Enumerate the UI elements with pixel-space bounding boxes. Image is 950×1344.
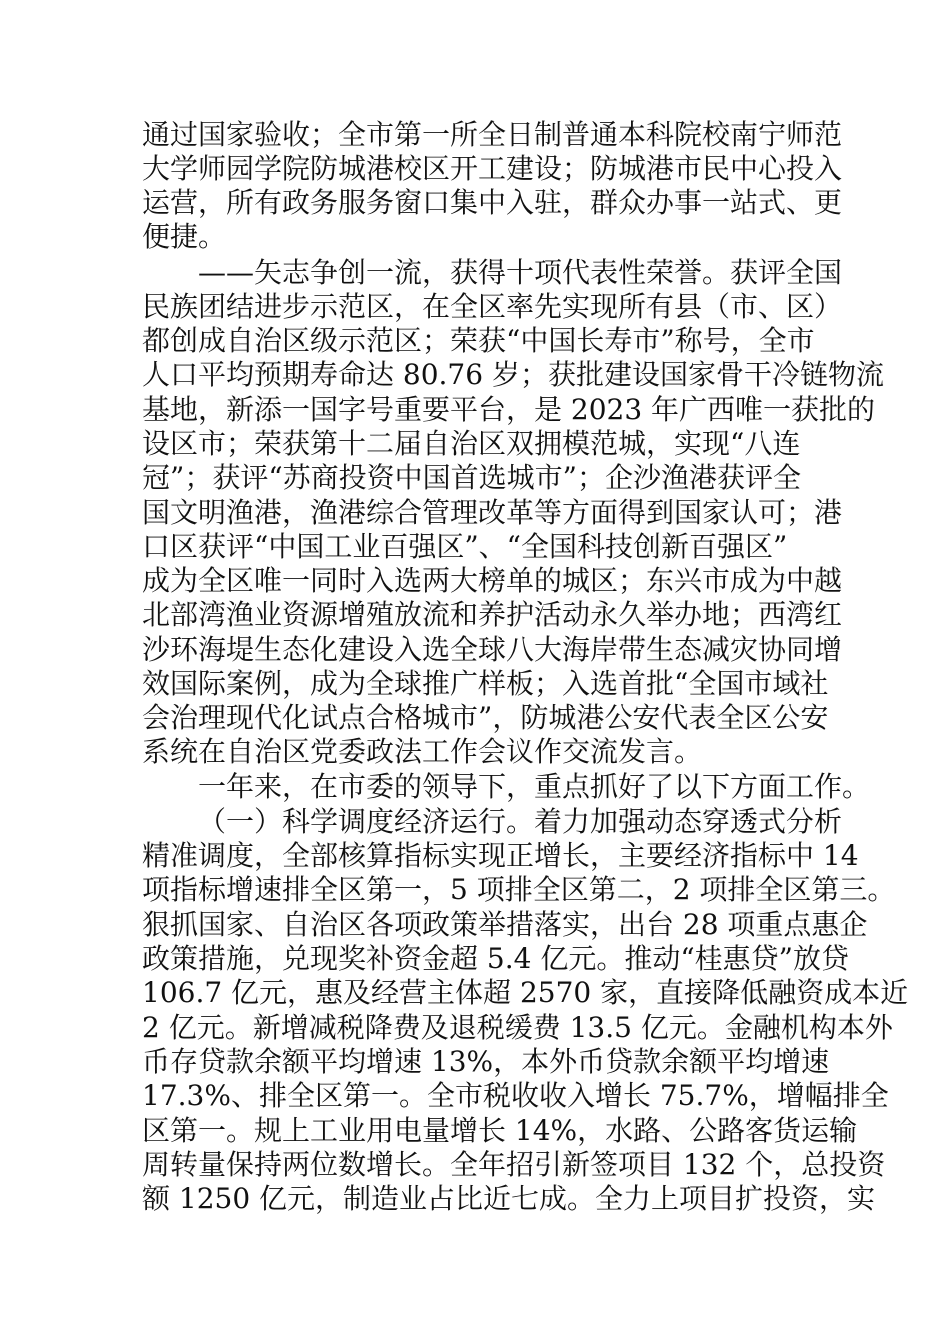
text-line: 基地，新添一国字号重要平台，是 2023 年广西唯一获批的 xyxy=(142,393,876,426)
text-line: 区第一。规上工业用电量增长 14%，水路、公路客货运输 xyxy=(142,1114,858,1147)
text-line: 项指标增速排全区第一，5 项排全区第二，2 项排全区第三。 xyxy=(142,873,896,906)
section-heading-line: （一）科学调度经济运行。着力加强动态穿透式分析 xyxy=(198,805,843,838)
text-line: 大学师园学院防城港校区开工建设；防城港市民中心投入 xyxy=(142,152,843,185)
text-line: 北部湾渔业资源增殖放流和养护活动永久举办地；西湾红 xyxy=(142,598,843,631)
paragraph-start: ——矢志争创一流，获得十项代表性荣誉。获评全国 xyxy=(198,256,843,289)
text-line: 设区市；荣获第十二届自治区双拥模范城，实现“八连 xyxy=(142,427,801,460)
text-line: 沙环海堤生态化建设入选全球八大海岸带生态减灾协同增 xyxy=(142,633,843,666)
text-line: 狠抓国家、自治区各项政策举措落实，出台 28 项重点惠企 xyxy=(142,908,868,941)
text-line: 成为全区唯一同时入选两大榜单的城区；东兴市成为中越 xyxy=(142,564,843,597)
text-line: 运营，所有政务服务窗口集中入驻，群众办事一站式、更 xyxy=(142,186,843,219)
text-line: 系统在自治区党委政法工作会议作交流发言。 xyxy=(142,735,703,768)
text-line: 国文明渔港，渔港综合管理改革等方面得到国家认可；港 xyxy=(142,496,843,529)
text-line: 额 1250 亿元，制造业占比近七成。全力上项目扩投资，实 xyxy=(142,1182,876,1215)
paragraph-start: 一年来，在市委的领导下，重点抓好了以下方面工作。 xyxy=(198,770,871,803)
text-line: 冠”；获评“苏商投资中国首选城市”；企沙渔港获评全 xyxy=(142,461,801,494)
text-line: 便捷。 xyxy=(142,220,227,253)
text-line: 精准调度，全部核算指标实现正增长，主要经济指标中 14 xyxy=(142,839,859,872)
text-line: 106.7 亿元，惠及经营主体超 2570 家，直接降低融资成本近 xyxy=(142,976,909,1009)
text-line: 2 亿元。新增减税降费及退税缓费 13.5 亿元。金融机构本外 xyxy=(142,1011,893,1044)
text-line: 民族团结进步示范区，在全区率先实现所有县（市、区） xyxy=(142,290,843,323)
text-line: 币存贷款余额平均增速 13%，本外币贷款余额平均增速 xyxy=(142,1045,830,1078)
text-line: 效国际案例，成为全球推广样板；入选首批“全国市域社 xyxy=(142,667,829,700)
text-line: 通过国家验收；全市第一所全日制普通本科院校南宁师范 xyxy=(142,118,843,151)
text-line: 政策措施，兑现奖补资金超 5.4 亿元。推动“桂惠贷”放贷 xyxy=(142,942,849,975)
text-line: 会治理现代化试点合格城市”，防城港公安代表全区公安 xyxy=(142,701,829,734)
text-line: 都创成自治区级示范区；荣获“中国长寿市”称号，全市 xyxy=(142,324,815,357)
text-line: 17.3%、排全区第一。全市税收收入增长 75.7%，增幅排全 xyxy=(142,1079,889,1112)
text-line: 周转量保持两位数增长。全年招引新签项目 132 个，总投资 xyxy=(142,1148,886,1181)
text-line: 人口平均预期寿命达 80.76 岁；获批建设国家骨干冷链物流 xyxy=(142,358,884,391)
text-line: 口区获评“中国工业百强区”、“全国科技创新百强区” xyxy=(142,530,788,563)
